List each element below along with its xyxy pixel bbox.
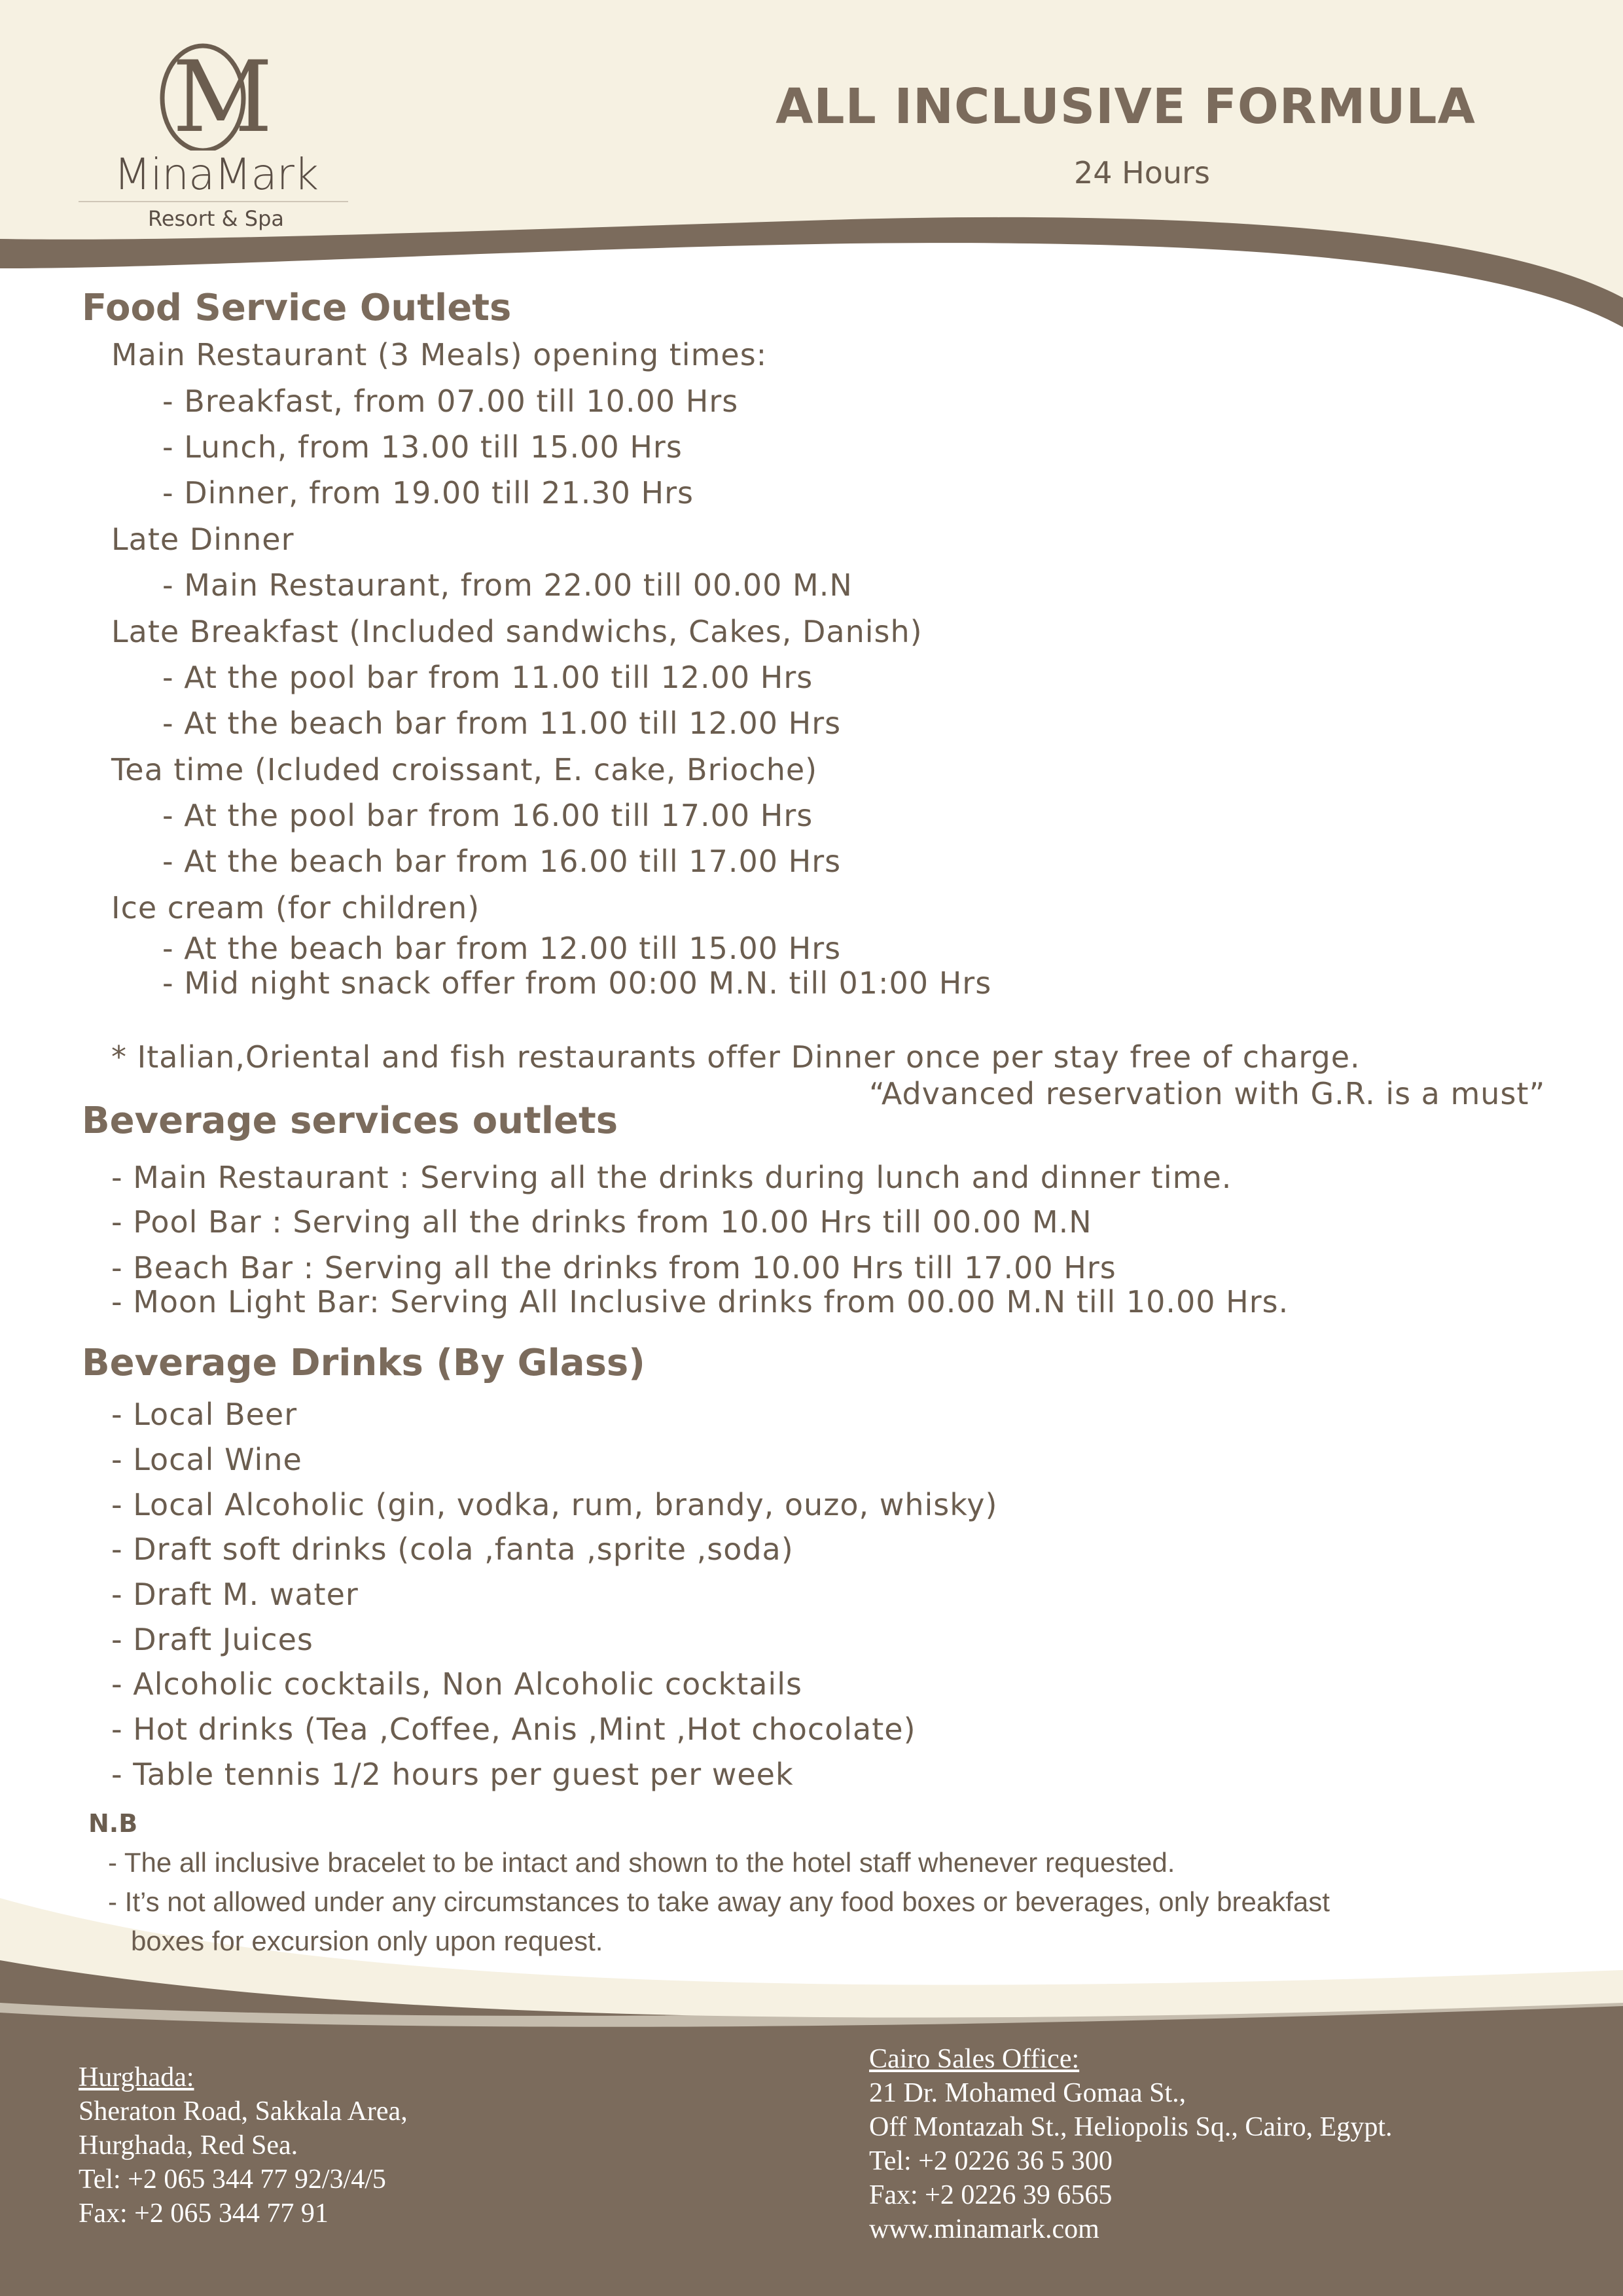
food-line: Ice cream (for children) [111,890,480,925]
food-line: - At the beach bar from 11.00 till 12.00 Hrs [162,706,842,741]
logo-tagline: Resort & Spa [148,206,284,231]
beverage-outlet-line: - Beach Bar : Serving all the drinks from 10.00 Hrs till 17.00 Hrs [111,1250,1116,1285]
beverage-outlet-line: - Main Restaurant : Serving all the drinks during lunch and dinner time. [111,1160,1232,1195]
food-line: - Mid night snack offer from 00:00 M.N. till 01:00 Hrs [162,965,992,1001]
cairo-address: Off Montazah St., Heliopolis Sq., Cairo, Egypt. [869,2112,1393,2142]
drink-item: - Local Wine [111,1442,302,1477]
food-line: - At the beach bar from 16.00 till 17.00 Hrs [162,844,842,879]
drink-item: - Draft M. water [111,1577,359,1612]
page-title: ALL INCLUSIVE FORMULA [776,79,1476,135]
beverage-outlets-heading: Beverage services outlets [82,1100,618,1142]
food-line: - Main Restaurant, from 22.00 till 00.00 M.N [162,567,853,603]
hurghada-address: Sheraton Road, Sakkala Area, [79,2096,408,2126]
drink-item: - Table tennis 1/2 hours per guest per week [111,1757,794,1792]
logo-monogram-icon [151,36,275,151]
logo-divider [79,201,348,202]
reservation-note: “Advanced reservation with G.R. is a must” [869,1076,1546,1111]
drink-item: - Draft Juices [111,1622,313,1657]
cairo-tel: Tel: +2 0226 36 5 300 [869,2146,1113,2176]
food-line: - At the beach bar from 12.00 till 15.00 Hrs [162,931,842,966]
restaurant-note: * Italian,Oriental and fish restaurants offer Dinner once per stay free of charge. [111,1039,1361,1075]
beverage-outlet-line: - Pool Bar : Serving all the drinks from 10.00 Hrs till 00.00 M.N [111,1204,1092,1240]
logo-name: MinaMark [113,149,319,200]
food-line: Late Breakfast (Included sandwichs, Cakes, Danish) [111,614,923,649]
hurghada-address: Hurghada, Red Sea. [79,2130,298,2161]
drink-item: - Local Alcoholic (gin, vodka, rum, brandy, ouzo, whisky) [111,1487,998,1522]
cairo-title: Cairo Sales Office: [869,2044,1080,2074]
food-line: - Breakfast, from 07.00 till 10.00 Hrs [162,384,739,419]
nb-line: boxes for excursion only upon request. [131,1926,603,1956]
nb-line: - The all inclusive bracelet to be intact and shown to the hotel staff whenever requested. [108,1847,1175,1878]
food-line: - At the pool bar from 16.00 till 17.00 Hrs [162,798,813,833]
drink-item: - Local Beer [111,1397,298,1432]
food-line: Tea time (Icluded croissant, E. cake, Brioche) [111,752,818,787]
hurghada-tel: Tel: +2 065 344 77 92/3/4/5 [79,2164,386,2195]
hurghada-title: Hurghada: [79,2062,194,2092]
food-line: Main Restaurant (3 Meals) opening times: [111,337,768,372]
cairo-address: 21 Dr. Mohamed Gomaa St., [869,2078,1186,2108]
food-line: - Dinner, from 19.00 till 21.30 Hrs [162,475,694,511]
nb-line: - It’s not allowed under any circumstances to take away any food boxes or beverages, only breakfast [108,1886,1330,1917]
food-line: Late Dinner [111,522,294,557]
food-line: - Lunch, from 13.00 till 15.00 Hrs [162,429,683,465]
hurghada-fax: Fax: +2 065 344 77 91 [79,2198,329,2229]
page-subtitle: 24 Hours [1074,155,1210,190]
food-line: - At the pool bar from 11.00 till 12.00 Hrs [162,660,813,695]
drink-item: - Draft soft drinks (cola ,fanta ,sprite ,soda) [111,1532,794,1567]
beverage-outlet-line: - Moon Light Bar: Serving All Inclusive drinks from 00.00 M.N till 10.00 Hrs. [111,1284,1289,1319]
food-heading: Food Service Outlets [82,287,512,329]
nb-heading: N.B [88,1809,138,1838]
drinks-heading: Beverage Drinks (By Glass) [82,1342,645,1384]
cairo-fax: Fax: +2 0226 39 6565 [869,2180,1113,2210]
drink-item: - Hot drinks (Tea ,Coffee, Anis ,Mint ,Hot chocolate) [111,1712,916,1747]
website-link[interactable]: www.minamark.com [869,2214,1099,2244]
drink-item: - Alcoholic cocktails, Non Alcoholic cocktails [111,1666,802,1702]
svg-text:M: M [172,41,273,151]
